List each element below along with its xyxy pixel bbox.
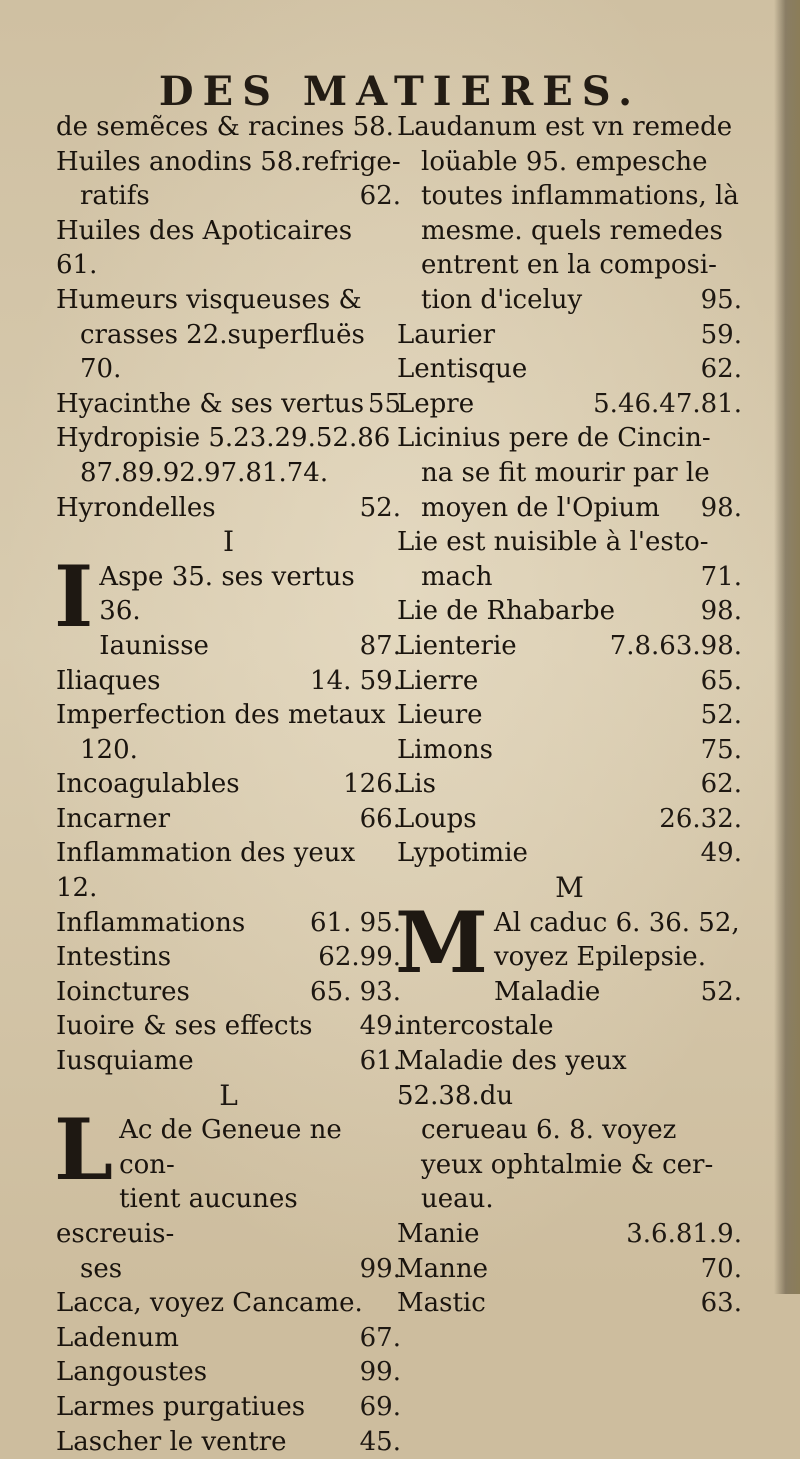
entry-text: Iliaques <box>56 665 161 696</box>
entry-text: Imperfection des metaux <box>56 700 386 731</box>
index-entry <box>397 940 742 975</box>
entry-text: Humeurs visqueuses & <box>56 284 362 315</box>
entry-text: Lie de Rhabarbe <box>397 596 615 627</box>
page-header: DES MATIERES. <box>158 68 642 115</box>
entry-text: Laudanum est vn remede <box>397 112 733 142</box>
entry-text: Lis <box>397 769 436 800</box>
page-ref: 49. <box>700 838 742 869</box>
index-entry <box>397 283 742 318</box>
index-entry <box>397 1252 742 1287</box>
page-ref: 66. <box>359 803 401 834</box>
index-entry <box>56 1321 401 1356</box>
index-entry <box>397 802 742 837</box>
index-entry <box>397 975 742 1044</box>
page-ref: 52. <box>359 492 401 523</box>
page-ref: 62. <box>359 181 401 212</box>
index-entry <box>56 145 401 180</box>
entry-text: Iaunisse <box>99 630 209 661</box>
drop-cap: M <box>395 892 488 992</box>
page-ref: 98. <box>700 596 742 627</box>
page-ref: 71. <box>700 561 742 592</box>
index-entry <box>397 456 742 491</box>
index-entry <box>397 594 742 629</box>
entry-text: Hydropisie 5.23.29.52.86 <box>56 423 391 454</box>
page-ref: 99. <box>359 1357 401 1388</box>
entry-text: Lierre <box>397 665 479 696</box>
index-entry <box>397 629 742 664</box>
entry-text: Maladie des yeux 52.38.du <box>397 1046 627 1111</box>
entry-text: Lienterie <box>397 630 517 661</box>
entry-text: tion d'iceluy <box>421 284 583 315</box>
entry-text: Inflammations <box>56 907 246 938</box>
entry-text: Al caduc 6. 36. 52, <box>493 907 740 938</box>
index-entry <box>397 145 742 180</box>
index-entry <box>56 1286 401 1321</box>
entry-text: voyez Epilepsie. <box>493 942 706 973</box>
index-entry <box>397 352 742 387</box>
entry-text: Iuoire & ses effects <box>56 1011 313 1042</box>
page-ref: 63. <box>700 1288 742 1319</box>
entry-text: crasses 22.superfluës 70. <box>80 319 365 385</box>
page-ref: 67. <box>359 1322 401 1353</box>
page-ref: 70. <box>700 1253 742 1284</box>
drop-cap: I <box>54 546 94 646</box>
entry-text: Huiles anodins 58.refrige- <box>56 146 401 177</box>
entry-text: mach <box>421 561 493 592</box>
entry-text: moyen de l'Opium <box>421 492 660 523</box>
index-entry <box>56 283 401 318</box>
page-ref: 52. <box>700 976 742 1007</box>
index-entry <box>397 1286 742 1321</box>
entry-text: Larmes purgatiues <box>56 1391 306 1422</box>
index-entry <box>56 1355 401 1390</box>
index-entry <box>397 110 742 145</box>
entry-text: 87.89.92.97.81.74. <box>80 457 329 488</box>
entry-text: Lacca, voyez Cancame. <box>56 1288 363 1319</box>
entry-text: tient aucunes escreuis- <box>56 1184 298 1249</box>
index-entry <box>56 1425 401 1459</box>
index-entry <box>56 733 401 768</box>
entry-text: ueau. <box>421 1184 494 1215</box>
entry-text: Lie est nuisible à l'esto- <box>397 527 709 558</box>
page-ref: 55 <box>367 388 401 419</box>
page-ref: 14. 59. <box>310 665 401 696</box>
index-entry <box>397 1148 742 1183</box>
entry-text: yeux ophtalmie & cer- <box>421 1149 714 1180</box>
index-entry <box>397 387 742 422</box>
page-edge-shadow <box>774 0 800 1294</box>
index-entry <box>56 491 401 526</box>
index-entry <box>56 1252 401 1287</box>
page-ref: 99. <box>359 1253 401 1284</box>
index-entry <box>397 733 742 768</box>
entry-text: Hyacinthe & ses vertus <box>56 388 365 419</box>
entry-text: Manne <box>397 1253 488 1284</box>
index-entry <box>397 1044 742 1113</box>
index-entry <box>56 975 401 1010</box>
page-ref: 75. <box>700 734 742 765</box>
index-entry <box>397 560 742 595</box>
index-entry <box>397 525 742 560</box>
entry-text: Lypotimie <box>397 838 528 869</box>
index-entry <box>56 940 401 975</box>
index-entry <box>397 1182 742 1217</box>
entry-text: Lascher le ventre <box>56 1426 287 1457</box>
entry-text: de semẽces & racines 58. <box>56 112 394 142</box>
index-entry <box>397 836 742 871</box>
index-entry <box>56 767 401 802</box>
index-entry <box>397 664 742 699</box>
index-entry <box>56 629 401 664</box>
page-ref: 61. <box>359 1046 401 1077</box>
drop-cap: L <box>54 1100 114 1200</box>
page-ref: 62. <box>700 354 742 385</box>
left-column <box>56 110 401 1459</box>
index-entry <box>56 110 401 145</box>
entry-text: Loups <box>397 803 477 834</box>
entry-text: Hyrondelles <box>56 492 216 523</box>
index-entry <box>56 179 401 214</box>
page-ref: 52. <box>700 700 742 731</box>
entry-text: cerueau 6. 8. voyez <box>421 1115 677 1146</box>
entry-text: Mastic <box>397 1288 486 1319</box>
index-entry <box>397 214 742 249</box>
page-ref: 62. <box>700 769 742 800</box>
entry-text: Limons <box>397 734 493 765</box>
entry-text: Intestins <box>56 942 172 973</box>
page-ref: 87. <box>359 630 401 661</box>
entry-text: Maladie intercostale <box>397 976 601 1042</box>
index-entry <box>56 1009 401 1044</box>
entry-text: Lepre <box>397 388 475 419</box>
index-entry <box>56 664 401 699</box>
page-ref: 45. <box>359 1426 401 1457</box>
index-entry <box>56 906 401 941</box>
entry-text: Langoustes <box>56 1357 208 1388</box>
section-letter-m: M <box>555 871 584 905</box>
entry-text: ses <box>80 1253 123 1284</box>
section-letter-i: I <box>222 525 235 559</box>
entry-text: loüable 95. empesche <box>421 146 708 177</box>
entry-text: na se fit mourir par le <box>421 457 710 488</box>
page-ref: 62.99. <box>318 942 401 973</box>
index-entry <box>56 1044 401 1079</box>
index-entry <box>397 1113 742 1148</box>
page-ref: 126. <box>343 769 401 800</box>
page-ref: 95. <box>700 284 742 315</box>
entry-text: Laurier <box>397 319 496 350</box>
entry-text: toutes inflammations, là <box>421 181 739 212</box>
index-entry <box>397 318 742 353</box>
page-ref: 98. <box>700 492 742 523</box>
page-ref: 69. <box>359 1391 401 1422</box>
index-entry <box>397 179 742 214</box>
entry-text: Ladenum <box>56 1322 179 1353</box>
page-ref: 3.6.81.9. <box>626 1219 742 1249</box>
page-ref: 7.8.63.98. <box>609 630 742 661</box>
page-ref: 59. <box>700 319 742 350</box>
entry-text: Incoagulables <box>56 769 240 800</box>
right-column <box>397 110 742 1321</box>
entry-text: Ioinctures <box>56 976 190 1007</box>
entry-text: entrent en la composi- <box>421 250 717 281</box>
index-entry <box>56 802 401 837</box>
index-entry <box>397 698 742 733</box>
index-entry <box>56 214 401 283</box>
page-ref: 5.46.47.81. <box>593 388 742 419</box>
entry-text: Manie <box>397 1219 480 1249</box>
page-ref: 26.32. <box>659 803 742 834</box>
entry-text: Inflammation des yeux 12. <box>56 838 356 904</box>
entry-text: Lentisque <box>397 354 528 385</box>
entry-text: Ac de Geneue ne con- <box>119 1115 342 1180</box>
index-entry <box>54 1100 401 1200</box>
index-entry <box>56 456 401 491</box>
index-entry <box>56 318 401 387</box>
index-entry <box>397 248 742 283</box>
section-letter-l: L <box>219 1078 238 1112</box>
index-entry <box>56 1182 401 1251</box>
page-ref: 65. <box>700 665 742 696</box>
index-entry <box>56 421 401 456</box>
entry-text: mesme. quels remedes <box>421 215 723 246</box>
entry-text: Aspe 35. ses vertus 36. <box>99 561 355 627</box>
entry-text: ratifs <box>80 181 150 212</box>
index-entry <box>397 767 742 802</box>
index-entry <box>56 836 401 905</box>
entry-text: Incarner <box>56 803 171 834</box>
page-ref: 49. <box>359 1011 401 1042</box>
entry-text: Huiles des Apoticaires 61. <box>56 215 353 281</box>
index-entry <box>397 1217 742 1252</box>
entry-text: Lieure <box>397 700 483 731</box>
index-entry <box>397 491 742 526</box>
index-entry <box>397 421 742 456</box>
page-ref: 65. 93. <box>310 976 401 1007</box>
entry-text: 120. <box>80 734 138 765</box>
index-entry <box>56 1390 401 1425</box>
entry-text: Iusquiame <box>56 1046 194 1077</box>
index-entry <box>56 387 401 422</box>
index-entry <box>56 698 401 733</box>
page-ref: 61. 95. <box>310 907 401 938</box>
entry-text: Licinius pere de Cincin- <box>397 423 711 454</box>
